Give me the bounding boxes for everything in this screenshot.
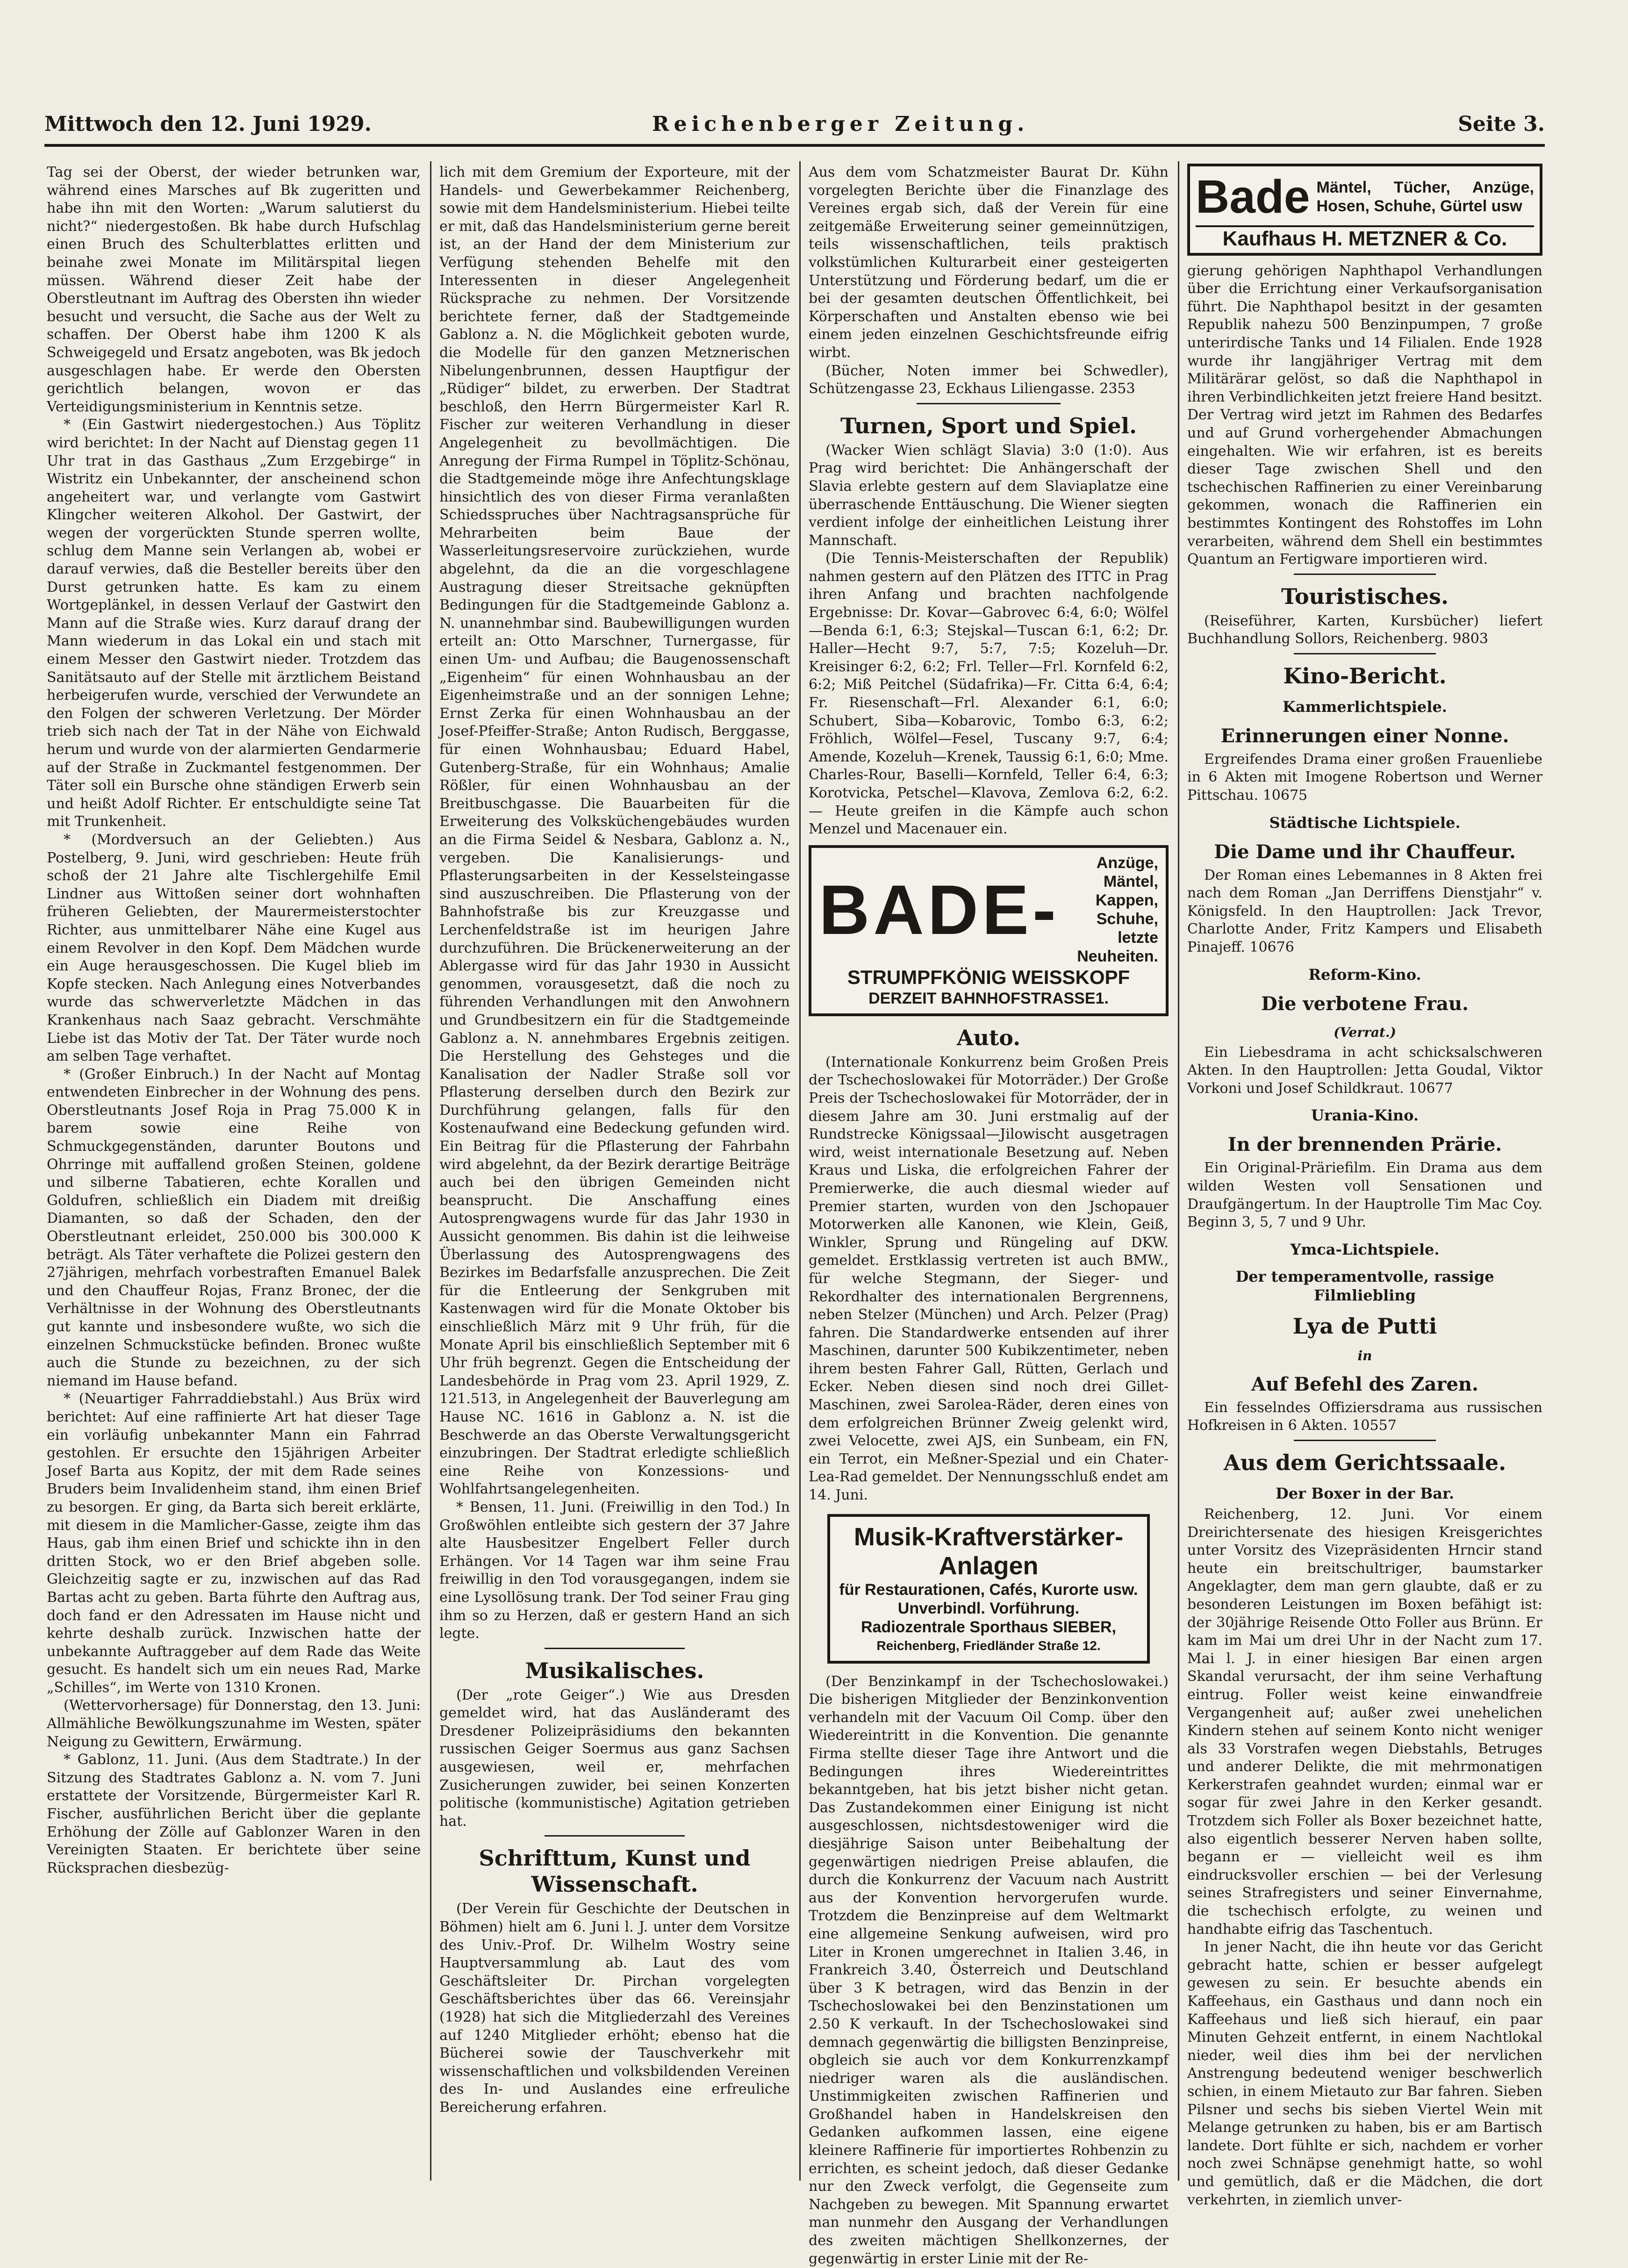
ad-line: Radiozentrale Sporthaus SIEBER, [861,1618,1116,1636]
classified-number: 10675 [1262,787,1308,804]
article-benzinkampf: (Der Benzinkampf in der Tschechoslowakei.) Die bisherigen Mitglieder der Benzinkonvention verhandeln mit der Vacuum Oil Comp. über den Wiedereintritt in die Konvention. Die genannte Firma stellte dieser Tage ihre Antwort und die Bedingungen ihres Wiedereintrittes bekanntgeben, hat bis jetzt bisher nicht getan. Das Zustandekommen einer Einigung ist nicht ausgeschlossen, nichtsdestoweniger wird die diesjährige Saison unter Beibehaltung der gegenwärtigen niedrigen Preise ablaufen, die durch die Konkurrenz der Vacuum nach Austritt aus der Konvention hervorgerufen wurde. Trotzdem die Benzinpreise auf dem Weltmarkt eine allgemeine Senkung aufweisen, wird pro Liter in Kronen umgerechnet in Italien 3.46, in Frankreich 3.40, Österreich und Deutschland über 3 K betragen, wird das Benzin in der Tschechoslowakei bei den Benzinstationen um 2.50 K verkauft. In der Tschechoslowakei sind demnach gegenwärtig die billigsten Benzinpreise, obgleich sie auch vor dem Konkurrenzkampf niedriger waren als die ausländischen. Unstimmigkeiten zwischen Raffinerien und Großhandel haben in Handelskreisen den Gedanken aufkommen lassen, eine eigene kleinere Raffinerie für importiertes Rohbenzin zu errichten, es scheint jedoch, daß dieser Gedanke nur den Zweck verfolgt, die Gegenseite zum Nachgeben zu bewegen. Mit Spannung erwartet man nunmehr den Ausgang der Verhandlungen des zweiten mächtigen Shellkonzernes, der gegenwärtig in erster Linie mit der Re- [809,1673,1169,2267]
section-heading-tourism: Touristisches. [1281,583,1449,609]
section-heading-court: Aus dem Gerichtssaale. [1223,1450,1506,1475]
film-description: Ein Liebesdrama in acht schicksalschweren Akten. In den Hauptrollen: Jetta Goudal, Viktor Vorkoni und Josef Schildkraut. 10677 [1187,1044,1542,1097]
film-subtitle: (Verrat.) [1334,1024,1396,1040]
ad-address: Reichenberg, Friedländer Straße 12. [876,1638,1101,1653]
film-title: Auf Befehl des Zaren. [1251,1373,1478,1395]
header-rule [44,144,1545,147]
film-description: Ein fesselndes Offiziersdrama aus russischen Hofkreisen in 6 Akten. 10557 [1187,1399,1542,1434]
article-boxer: Reichenberg, 12. Juni. Vor einem Dreirichtersenate des hiesigen Kreisgerichtes unter Vorsitz des Vizepräsidenten Hrncir stand heute ein breitschultriger, baumstarker Angeklagter, dem man gern glaubte, daß er zu besonderen Leistungen im Boxen befähigt ist: der 30jährige Reisende Otto Foller aus Brünn. Er kam im Mai um drei Uhr in der Nacht zum 17. Mai l. J. in einer hiesigen Bar einen argen Skandal verursacht, der ihm seine Verhaftung eintrug. Foller weist keine einwandfreie Vergangenheit auf; außer zwei unehelichen Kindern stehen auf seinem Konto nicht weniger als 33 Vorstrafen wegen Diebstahls, Betruges und anderer Delikte, die mit mehrmonatigen Kerkerstrafen geahndet wurden; einmal war er sogar für zwei Jahre in den Kerker gesandt. Trotzdem sich Foller als Boxer bezeichnet hatte, also eigentlich besserer Nerven haben sollte, begann er — vielleicht weil es ihm eindrucksvoller erschien — bei der Verlesung seines Strafregisters und seiner Einvernahme, die tschechisch erfolgte, zu weinen und handhabte eifrig das Taschentuch. [1187,1506,1542,1938]
ad-line: für Restaurationen, Cafés, Kurorte usw. Unverbindl. Vorführung. [839,1580,1138,1617]
article-tennis: (Die Tennis-Meisterschaften der Republik) nahmen gestern auf den Plätzen des ITTC in Prag ihren Anfang und brachten nachfolgende Ergebnisse: Dr. Kovar—Gabrovec 6:4, 6:0; Wölfel—Benda 6:1, 6:3; Stejskal—Tuscan 6:1, 6:2; Dr. Haller—Hecht 9:7, 5:7, 7:5; Kozeluh—Dr. Kreisinger 6:2, 6:2; Frl. Teller—Frl. Kornfeld 6:2, 6:2; Miß Peitchel (Südafrika)—Fr. Citta 6:4, 6:4; Fr. Riesenschaft—Frl. Alexander 6:1, 6:0; Schubert, Siba—Kobarovic, Tombo 6:3, 6:2; Fröhlich, Wölfel—Fesel, Tuscany 9:7, 6:4; Amende, Kozeluh—Krenek, Taussig 6:1, 6:0; Mme. Charles-Rour, Baselli—Kornfeld, Teller 6:4, 6:3; Korotvicka, Petschel—Klavova, Zemlova 6:2, 6:2. — Heute greifen in die Kämpfe auch schon Menzel und Macenauer ein. [809,550,1169,838]
article-text: Tag sei der Oberst, der wieder betrunken war, während eines Marsches auf Bk zugeritten und habe ihn mit den Worten: „Warum salutierst du nicht?“ niedergestoßen. Bk habe durch Hufschlag einen Bruch des Schulterblattes erlitten und beinahe zwei Monate im Militärspital liegen müssen. Während dieser Zeit habe der Oberstleutnant im Auftrag des Obersten ihn wieder besucht und versucht, die Sache aus der Welt zu schaffen. Der Oberst habe ihm 1200 K als Schweigegeld und Ersatz angeboten, was Bk jedoch ausgeschlagen habe. Er werde den Obersten gerichtlich belangen, wovon er das Verteidigungsministerium in Kenntnis setze. [47,164,421,415]
ad-headline: BADE- [819,870,1060,949]
article-motorrad: (Internationale Konkurrenz beim Großen Preis der Tschechoslowakei für Motorräder.) Der Große Preis der Tschechoslowakei für Motorräder, der in diesem Jahre am 30. Juni erstmalig auf der Rundstrecke Königssaal—Jilowischt ausgetragen wird, weist internationale Besetzung auf. Neben Kraus und Liska, die erfolgreichen Fahrer der Premierwerke, die auch diesmal wieder auf Premier starten, wurden von den Jschopauer Motorwerken alle Kanonen, wie Klein, Geiß, Winkler, Sprung und Rüngeling auf DKW. gemeldet. Erstklassig vertreten ist auch BMW., für welche Stegmann, der Sieger- und Rekordhalter des internationalen Bergrennens, neben Stelzer (München) und Arch. Pelzer (Prag) fahren. Die Standardwerke entsenden auf ihrer Maschinen, darunter 500 Kubikzentimeter, neben ihrem besten Fahrer Gall, Rütten, Gerlach und Ecker. Neben diesen sind noch drei Gillet-Maschinen, zwei Sarolea-Räder, deren eines von dem erfolgreichen Brünner Zweig gelenkt wird, zwei Velocette, zwei AJS, ein Sunbeam, ein FN, ein Terrot, ein Meßner-Spezial und ein Chater-Lea-Rad gemeldet. Der Nennungsschluß endet am 14. Juni. [809,1054,1169,1504]
advertisement-weisskopf [809,845,1169,1016]
article-einbruch: * (Großer Einbruch.) In der Nacht auf Montag entwendeten Einbrecher in der Wohnung des pens. Oberstleutnants Josef Roja in Prag 75.000 K in barem sowie eine Reihe von Schmuckgegenständen, darunter Boutons und Ohrringe mit auffallend großen Steinen, goldene und silberne Tabatieren, echte Korallen und Goldufren, schließlich ein Diadem mit dreißig Diamanten, so daß der Schaden, den der Oberstleutnant erleidet, 250.000 bis 300.000 K beträgt. Als Täter verhaftete die Polizei gestern den 27jährigen, mehrfach vorbestraften Emanuel Balek und den Chauffeur Rojas, Franz Bronec, der die Verhältnisse in der Wohnung des Oberstleutnants gut kannte und insbesondere wußte, wo sich die einzelnen Schmuckstücke befinden. Bronec wußte auch die Stunde zu bezeichnen, zu der sich niemand im Hause befand. [47,1066,421,1389]
section-rule [545,1835,685,1837]
section-heading-sport: Turnen, Sport und Spiel. [840,413,1137,438]
cinema-name: Städtische Lichtspiele. [1269,813,1461,832]
film-star: Lya de Putti [1292,1313,1437,1339]
article-gastwirt: * (Ein Gastwirt niedergestochen.) Aus Töplitz wird berichtet: In der Nacht auf Dienstag gegen 11 Uhr trat in das Gasthaus „Zum Erzgebirge“ in Wistritz ein Unbekannter, der anscheinend schon angeheitert war, und verlangte vom Gastwirt Klingcher weiteren Alkohol. Der Gastwirt, der wegen der vorgerückten Stunde sperren wollte, schlug dem Manne sein Verlangen ab, wobei er darauf verwies, daß die Besteller bereits über den Durst getrunken hatte. Es kam zu einem Wortgeplänkel, in dessen Verlauf der Gastwirt den Mann auf die Straße wies. Kurz darauf drang der Mann wiederum in das Lokal ein und stach mit einem Messer den Gastwirt nieder. Trotzdem das Sanitätsauto auf der Stelle mit ärztlichem Beistand herbeigerufen wurde, verschied der Verwundete an den Folgen der schweren Verletzung. Der Mörder trieb sich nach der Tat in der Nähe von Eichwald herum und wurde von der alarmierten Gendarmerie auf der Straße in Zuckmantel festgenommen. Der Täter soll ein Bursche ohne ständigen Erwerb sein und heißt Adolf Richter. Er entschuldigte seine Tat mit Trunkenheit. [47,416,421,830]
section-rule [917,403,1061,404]
column-rule [799,161,801,2181]
column-3 [809,164,1169,2267]
section-rule [1294,1440,1436,1441]
ad-line: Mäntel, Tücher, Anzüge, Hosen, Schuhe, Gürtel usw [1316,179,1534,215]
film-description: Der Roman eines Lebemannes in 8 Akten frei nach dem Roman „Jan Derriffens Dienstjahr“ v. Königsfeld. In den Hauptrollen: Jack Trevor, Charlotte Ander, Fritz Kampers und Elisabeth Pinajeff. 10676 [1187,867,1542,956]
film-title: Erinnerungen einer Nonne. [1220,725,1509,747]
film-description: Ein Original-Präriefilm. Ein Drama aus dem wilden Westen voll Sensationen und Draufgängertum. In der Hauptrolle Tim Mac Coy. Beginn 3, 5, 7 und 9 Uhr. [1187,1160,1542,1231]
ad-line: letzte Neuheiten. [1077,928,1158,965]
ad-line: Kappen, Schuhe, [1095,891,1158,928]
film-title: Die Dame und ihr Chauffeur. [1214,840,1516,863]
page-header [44,112,1545,140]
advertisement-metzner [1187,164,1542,256]
article-geschichtsverein: (Der Verein für Geschichte der Deutschen in Böhmen) hielt am 6. Juni l. J. unter dem Vorsitze des Univ.-Prof. Dr. Wilhelm Wostry seine Hauptversammlung ab. Laut des vom Geschäftsleiter Dr. Pirchan vorgelegten Geschäftsberichtes über das 66. Vereinsjahr (1928) hat sich die Mitgliederzahl des Vereines auf 1240 Mitglieder erhöht; ebenso hat die Bücherei sowie der Tauschverkehr mit wissenschaftlichen und volksbildenden Vereinen des In- und Auslandes eine erfreuliche Bereicherung erfahren. [439,1901,790,2116]
section-heading-music: Musikalisches. [525,1658,704,1683]
ad-headline: Musik-Kraftverstärker- [853,1522,1124,1551]
header-date: Mittwoch den 12. Juni 1929. [44,112,372,136]
article-gablonz: * Gablonz, 11. Juni. (Aus dem Stadtrate.) In der Sitzung des Stadtrates Gablonz a. N. vom 7. Juni erstattete der Vorsitzende, Bürgermeister Karl R. Fischer, ausführlichen Bericht über die geplante Erhöhung der Zölle auf Gablonzer Waren in den Vereinigten Staaten. Er berichtete über seine Rücksprachen diesbezüg- [47,1751,421,1876]
ad-line: Anzüge, Mäntel, [1096,854,1158,890]
article-title: Der Boxer in der Bar. [1275,1484,1455,1502]
column-rule [430,161,431,2181]
article-text: Aus dem vom Schatzmeister Baurat Dr. Kühn vorgelegten Berichte über die Finanzlage des Vereines ergab sich, daß der Verein für eine zeitgemäße Erweiterung seiner gemeinnützigen, teils wissenschaftlichen, teils praktisch volkstümlichen Kulturarbeit einer gesteigerten Unterstützung und Förderung bedarf, um die er bei der gesamten deutschen Öffentlichkeit, bei Körperschaften und Anstalten ebenso wie bei einem jeden einzelnen Geschichtsfreunde eifrig wirbt. [809,164,1169,361]
article-boxer-cont: In jener Nacht, die ihn heute vor das Gericht gebracht hatte, schien er besser aufgelegt gewesen zu sein. Er besuchte abends ein Kaffeehaus, ein Gasthaus und dann noch ein Kaffeehaus und ließ sich hierauf, ein paar Minuten Gehzeit entfernt, in einem Nachtlokal nieder, weil dies ihm bei der nervlichen Anstrengung bedeutend weniger beschwerlich schien, in einem Mietauto zur Bar fahren. Sieben Pilsner und sechs bis sieben Viertel Wein mit Melange getrunken zu haben, bis er am Bartisch landete. Dort fühlte er sich, nachdem er vorher noch zwei Schnäpse genehmigt hatte, so wohl und gemütlich, daß er die Mädchen, die dort verkehrten, in ziemlich unver- [1187,1939,1542,2208]
film-title: Die verbotene Frau. [1261,992,1469,1015]
ad-address: DERZEIT BAHNHOFSTRASSE1. [868,989,1109,1007]
article-roter-geiger: (Der „rote Geiger“.) Wie aus Dresden gemeldet wird, hat das Ausländeramt des Dresdener Polizeipräsidiums den bekannten russischen Geiger Soermus aus ganz Sachsen ausgewiesen, weil er, mehrfachen Zusicherungen zuwider, bei seinen Konzerten politische (kommunistische) Agitation getrieben hat. [439,1687,790,1830]
column-1 [47,164,421,2178]
section-heading-cinema: Kino-Bericht. [1283,663,1447,689]
section-heading-literature: Schrifttum, Kunst und Wissenschaft. [479,1845,751,1897]
classified-number: 2353 [1099,380,1135,397]
advertisement-sieber [827,1514,1150,1664]
film-teaser: Der temperamentvolle, rassige Filmliebling [1235,1267,1494,1304]
section-rule [1294,574,1436,575]
film-title: In der brennenden Prärie. [1227,1134,1502,1156]
classified-number: 10676 [1249,939,1294,956]
column-2 [439,164,790,2178]
ad-headline: Bade [1196,171,1310,223]
page-number: Seite 3. [1457,112,1545,136]
newspaper-title: Reichenberger Zeitung. [652,112,1029,136]
film-in: in [1357,1348,1372,1364]
section-heading-auto: Auto. [956,1025,1021,1050]
cinema-name: Reform-Kino. [1308,965,1421,983]
weather-forecast: (Wettervorhersage) für Donnerstag, den 13. Juni: Allmähliche Bewölkungszunahme im Westen, später Neigung zu Gewittern, Erwärmung. [47,1697,421,1750]
classified-sollors: (Reiseführer, Karten, Kursbücher) liefert Buchhandlung Sollors, Reichenberg. 9803 [1187,612,1542,647]
section-rule [545,1648,685,1649]
classified-number: 10677 [1408,1080,1453,1097]
ad-headline: Anlagen [939,1551,1039,1580]
column-4 [1187,164,1542,2208]
cinema-name: Ymca-Lichtspiele. [1290,1240,1440,1258]
ad-company: STRUMPFKÖNIG WEISSKOPF [847,966,1130,988]
article-bensen: * Bensen, 11. Juni. (Freiwillig in den Tod.) In Großwöhlen entleibte sich gestern der 37 Jahre alte Hausbesitzer Engelbert Feller durch Erhängen. Vor 14 Tagen war ihm seine Frau freiwillig in den Tod vorausgegangen, indem sie eine Lysollösung trank. Der Tod seiner Frau ging ihm so zu Herzen, daß er gestern Hand an sich legte. [439,1499,790,1642]
article-text: gierung gehörigen Naphthapol Verhandlungen über die Errichtung einer Verkaufsorganisation führt. Die Naphthapol besitzt in der gesamten Republik nahezu 500 Benzinpumpen, 7 große unterirdische Tanks und 14 Filialen. Ende 1928 wurde ihr langjähriger Vertrag mit dem Militärärar gelöst, so daß die Naphthapol in ihren Verbindlichkeiten jetzt freiere Hand besitzt. Der Vertrag wird jetzt im Rahmen des Bedarfes und auf Grund vorhergehender Abmachungen eingehalten. Wie wir erfahren, ist es bereits dieser Tage zwischen Shell und den tschechischen Raffinerien zu einer Vereinbarung gekommen, wonach die Raffinerien ein bestimmtes Kontingent des Rohstoffes im Lohn verarbeiten, während dem Shell ein bestimmtes Quantum an Fertigware importieren wird. [1187,262,1542,568]
article-fahrraddiebstahl: * (Neuartiger Fahrraddiebstahl.) Aus Brüx wird berichtet: Auf eine raffinierte Art hat dieser Tage ein vorläufig unbekannter Mann ein Fahrrad gestohlen. Er ersuchte den 15jährigen Arbeiter Josef Barta aus Kopitz, der mit dem Rade seines Bruders beim Invalidenheim stand, ihm einen Brief zu besorgen. Er ging, da Barta sich bereit erklärte, mit diesem in die Mamlicher-Gasse, zeigte ihm das Haus, gab ihm einen Brief und schickte ihn in den dritten Stock, wo er den Brief abgeben solle. Gleichzeitig sagte er zu, inzwischen auf das Rad Bartas acht zu geben. Barta führte den Auftrag aus, doch fand er den Adressaten im Hause nicht und kehrte deshalb zurück. Inzwischen hatte der unbekannte Auftraggeber auf dem Rade das Weite gesucht. Es handelt sich um ein neues Rad, Marke „Schilles“, im Werte von 1310 Kronen. [47,1391,421,1696]
article-text: lich mit dem Gremium der Exporteure, mit der Handels- und Gewerbekammer Reichenberg, sowie mit dem Handelsministerium. Hiebei teilte er mit, daß das Handelsministerium gerne bereit ist, an der Hand der dem Ministerium zur Verfügung stehenden Behelfe mit den Interessenten in dieser Angelegenheit Rücksprache zu nehmen. Der Vorsitzende berichtete ferner, daß der Stadtgemeinde Gablonz a. N. die Möglichkeit geboten wurde, die Modelle für den ganzen Metznerischen Nibelungenbrunnen, dessen Hauptfigur der „Rüdiger“ bildet, zu erwerben. Der Stadtrat beschloß, den Herrn Bürgermeister Karl R. Fischer zur weiteren Verhandlung in dieser Angelegenheit zu bevollmächtigen. Die Anregung der Firma Rumpel in Töplitz-Schönau, die Stadtgemeinde möge ihre Anfechtungsklage hinsichtlich des von dieser Firma veranlaßten Schiedsspruches über Nachtragsansprüche für Mehrarbeiten beim Baue der Wasserleitungsreservoire zurückziehen, wurde abgelehnt, da die an die vorgeschlagene Austragung dieser Streitsache geknüpften Bedingungen für die Stadtgemeinde Gablonz a. N. unannehmbar sind. Baubewilligungen wurden erteilt an: Otto Marschner, Turnergasse, für einen Um- und Aufbau; die Baugenossenschaft „Eigenheim“ für einen Wohnhausbau an der Eigenheimstraße und an der sonnigen Lehne; Ernst Zerka für einen Wohnhausbau an der Josef-Pfeiffer-Straße; Anton Rudisch, Berggasse, für einen Wohnhausbau; Eduard Habel, Gutenberg-Straße, für ein Wohnhaus; Amalie Rößler, für einen Wohnhausbau an der Breitbuschgasse. Die Bauarbeiten für die Erweiterung des Volksküchengebäudes wurden an die Firma Seidel & Nesbara, Gablonz a. N., vergeben. Die Kanalisierungs- und Pflasterungsarbeiten in der Kesselsteingasse sind auszuschreiben. Die Pflasterung von der Bahnhofstraße bis zur Kreuzgasse und Lerchenfeldstraße ist im heurigen Jahre durchzuführen. Die Brückenerweiterung an der Ablergasse wird für das Jahr 1930 in Aussicht genommen, vorausgesetzt, daß die noch zu führenden Verhandlungen mit den Anwohnern und Grundbesitzern ein für die Stadtgemeinde Gablonz a. N. annehmbares Ergebnis zeitigen. Die Herstellung des Gehsteges und die Kanalisation der Nadler Straße soll vor Pflasterung derselben durch den Bezirk zur Durchführung gelangen, falls für den Kostenaufwand eine Bedeckung gefunden wird. Ein Beitrag für die Pflasterung der Fahrbahn wird abgelehnt, da der Bezirk derartige Beiträge auch bei den übrigen Gemeinden nicht beansprucht. Die Anschaffung eines Autosprengwagens wurde für das Jahr 1930 in Aussicht genommen. Bis dahin ist die leihweise Überlassung des Autosprengwagens des Bezirkes im Bedarfsfalle anzusprechen. Die Zeit für die Entleerung der Senkgruben mit Kastenwagen wird für die Monate Oktober bis einschließlich März mit 9 Uhr früh, für die Monate April bis einschließlich September mit 6 Uhr früh begrenzt. Gegen die Entscheidung der Landesbehörde in Prag vom 23. April 1929, Z. 121.513, in Angelegenheit der Bauverlegung am Hause NC. 1616 in Gablonz a. N. ist die Beschwerde an das Oberste Verwaltungsgericht einzubringen. Der Stadtrat erledigte schließlich eine Reihe von Konzessions- und Wohlfahrtsangelegenheiten. [439,164,790,1498]
cinema-name: Kammerlichtspiele. [1283,697,1447,716]
classified-number: 10557 [1352,1417,1397,1434]
article-slavia: (Wacker Wien schlägt Slavia) 3:0 (1:0). Aus Prag wird berichtet: Die Anhängerschaft der Slavia erlebte gestern auf dem Slaviaplatze eine überraschende Enttäuschung. Die Wiener siegten verdient infolge der einheitlichen Leistung ihrer Mannschaft. [809,442,1169,549]
cinema-name: Urania-Kino. [1311,1106,1419,1125]
classified-schwedler: (Bücher, Noten immer bei Schwedler), Schützengasse 23, Eckhaus Liliengasse. 2353 [809,362,1169,397]
classified-number: 9803 [1452,631,1488,647]
section-rule [1294,653,1436,654]
film-description: Ergreifendes Drama einer großen Frauenliebe in 6 Akten mit Imogene Robertson und Werner Pittschau. 10675 [1187,751,1542,804]
article-mordversuch: * (Mordversuch an der Geliebten.) Aus Postelberg, 9. Juni, wird geschrieben: Heute früh schoß der 21 Jahre alte Tischlergehilfe Emil Lindner aus Wittoßen seiner dort wohnhaften früheren Geliebten, der Maurermeisterstochter Richter, aus unmittelbarer Nähe eine Kugel aus einem Revolver in den Kopf. Dem Mädchen wurde ein Auge herausgeschossen. Die Kugel blieb im Kopfe stecken. Nach Anlegung eines Notverbandes wurde das schwerverletzte Mädchen in das Krankenhaus nach Saaz gebracht. Verschmähte Liebe ist das Motiv der Tat. Der Täter wurde noch am selben Tage verhaftet. [47,831,421,1065]
column-rule [1178,161,1179,2181]
ad-company: Kaufhaus H. METZNER & Co. [1196,225,1534,248]
